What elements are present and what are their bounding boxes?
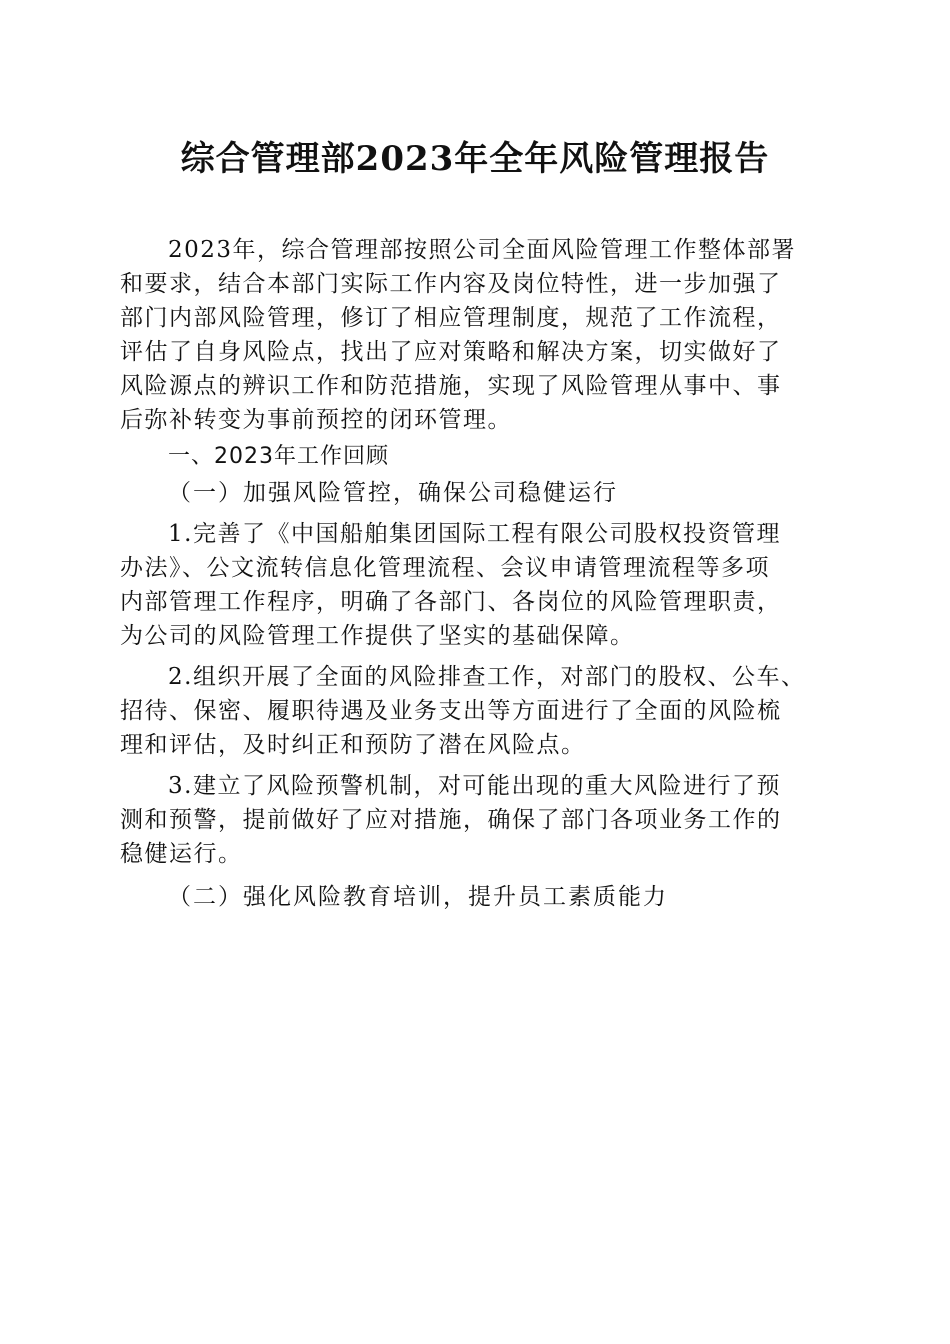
text-line: 为公司的风险管理工作提供了坚实的基础保障。 [120,623,635,649]
text-line: 稳健运行。 [120,841,243,867]
text-line: 3.建立了风险预警机制，对可能出现的重大风险进行了预 [168,773,781,799]
intro-paragraph [120,233,832,437]
text-line: 1.完善了《中国船舶集团国际工程有限公司股权投资管理 [168,521,781,547]
text-line: 2023年，综合管理部按照公司全面风险管理工作整体部署 [168,237,797,263]
list-item [120,517,832,653]
subsection-heading: （二）强化风险教育培训，提升员工素质能力 [168,884,668,910]
text-line: 风险源点的辨识工作和防范措施，实现了风险管理从事中、事 [120,373,782,399]
document-body [120,233,832,914]
text-line: 后弥补转变为事前预控的闭环管理。 [120,407,512,433]
text-line: 和要求，结合本部门实际工作内容及岗位特性，进一步加强了 [120,271,782,297]
text-line: 2.组织开展了全面的风险排查工作，对部门的股权、公车、 [168,664,806,690]
text-line: 招待、保密、履职待遇及业务支出等方面进行了全面的风险梳 [120,698,782,724]
list-item [120,769,832,871]
text-line: 部门内部风险管理，修订了相应管理制度，规范了工作流程， [120,305,782,331]
text-line: 理和评估，及时纠正和预防了潜在风险点。 [120,732,586,758]
section-heading: 一、2023年工作回顾 [168,444,389,469]
text-line: 办法》、公文流转信息化管理流程、会议申请管理流程等多项 [120,555,770,581]
text-line: 评估了自身风险点，找出了应对策略和解决方案，切实做好了 [120,339,782,365]
text-line: 测和预警，提前做好了应对措施，确保了部门各项业务工作的 [120,807,782,833]
text-line: 内部管理工作程序，明确了各部门、各岗位的风险管理职责， [120,589,782,615]
subsection-heading: （一）加强风险管控，确保公司稳健运行 [168,480,618,506]
list-item [120,660,832,762]
document-title: 综合管理部2023年全年风险管理报告 [180,139,770,179]
